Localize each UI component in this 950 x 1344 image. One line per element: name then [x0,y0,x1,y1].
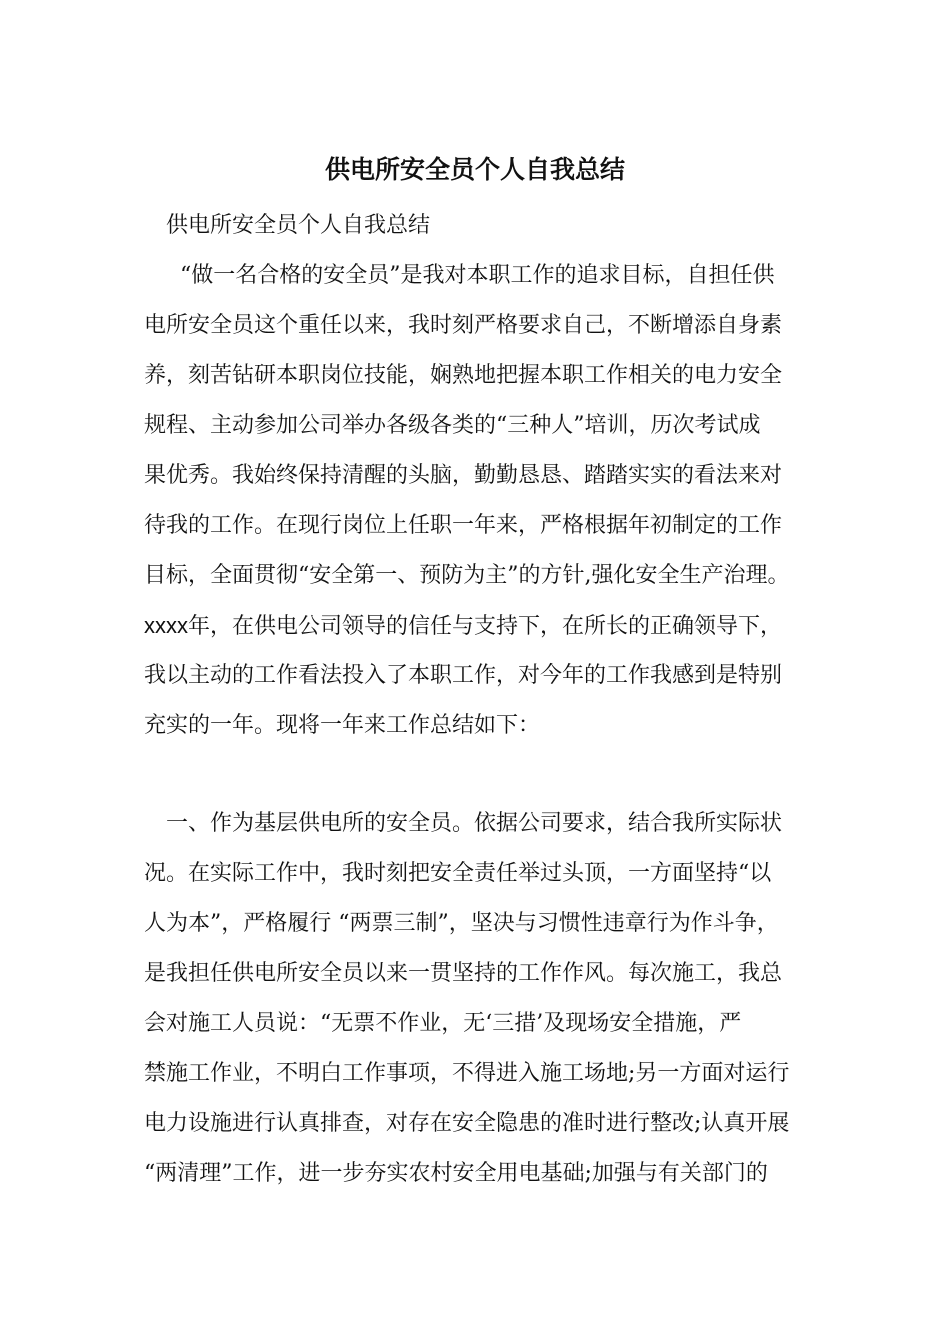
paragraph-line: 一、作为基层供电所的安全员。依据公司要求，结合我所实际状 [166,811,783,836]
paragraph-line: 电所安全员这个重任以来，我时刻严格要求自己，不断增添自身素 [144,313,783,338]
paragraph-line: 禁施工作业，不明白工作事项，不得进入施工场地;另一方面对运行 [144,1061,790,1086]
paragraph-line: 待我的工作。在现行岗位上任职一年来，严格根据年初制定的工作 [144,513,783,538]
paragraph-line: 养，刻苦钻研本职岗位技能，娴熟地把握本职工作相关的电力安全 [144,363,783,388]
year-placeholder: xxxx [144,613,188,638]
paragraph-line: “做一名合格的安全员”是我对本职工作的追求目标，自担任供 [180,263,775,288]
paragraph-line: 目标，全面贯彻“安全第一、预防为主”的方针,强化安全生产治理。 [144,563,790,588]
paragraph-line: 果优秀。我始终保持清醒的头脑，勤勤恳恳、踏踏实实的看法来对 [144,463,783,488]
paragraph-line: 我以主动的工作看法投入了本职工作，对今年的工作我感到是特别 [144,663,783,688]
paragraph-line-text: 年，在供电公司领导的信任与支持下，在所长的正确领导下， [188,614,783,639]
paragraph-line: 会对施工人员说：“无票不作业，无‘三措’及现场安全措施，严 [144,1011,742,1036]
paragraph-line: 充实的一年。现将一年来工作总结如下： [144,713,541,738]
paragraph-line: 人为本”，严格履行 “两票三制”，坚决与习惯性违章行为作斗争， [144,911,779,936]
paragraph-line: 电力设施进行认真排查，对存在安全隐患的准时进行整改;认真开展 [144,1111,790,1136]
paragraph-line: 是我担任供电所安全员以来一贯坚持的工作作风。每次施工，我总 [144,961,783,986]
document-title: 供电所安全员个人自我总结 [324,155,625,184]
paragraph-subtitle-line: 供电所安全员个人自我总结 [166,213,431,238]
paragraph-line-with-year [144,608,782,645]
paragraph-line: “两清理”工作，进一步夯实农村安全用电基础;加强与有关部门的 [144,1161,768,1186]
paragraph-line: 况。在实际工作中，我时刻把安全责任举过头顶，一方面坚持“以 [144,861,772,886]
paragraph-line: 规程、主动参加公司举办各级各类的“三种人”培训，历次考试成 [144,413,761,438]
